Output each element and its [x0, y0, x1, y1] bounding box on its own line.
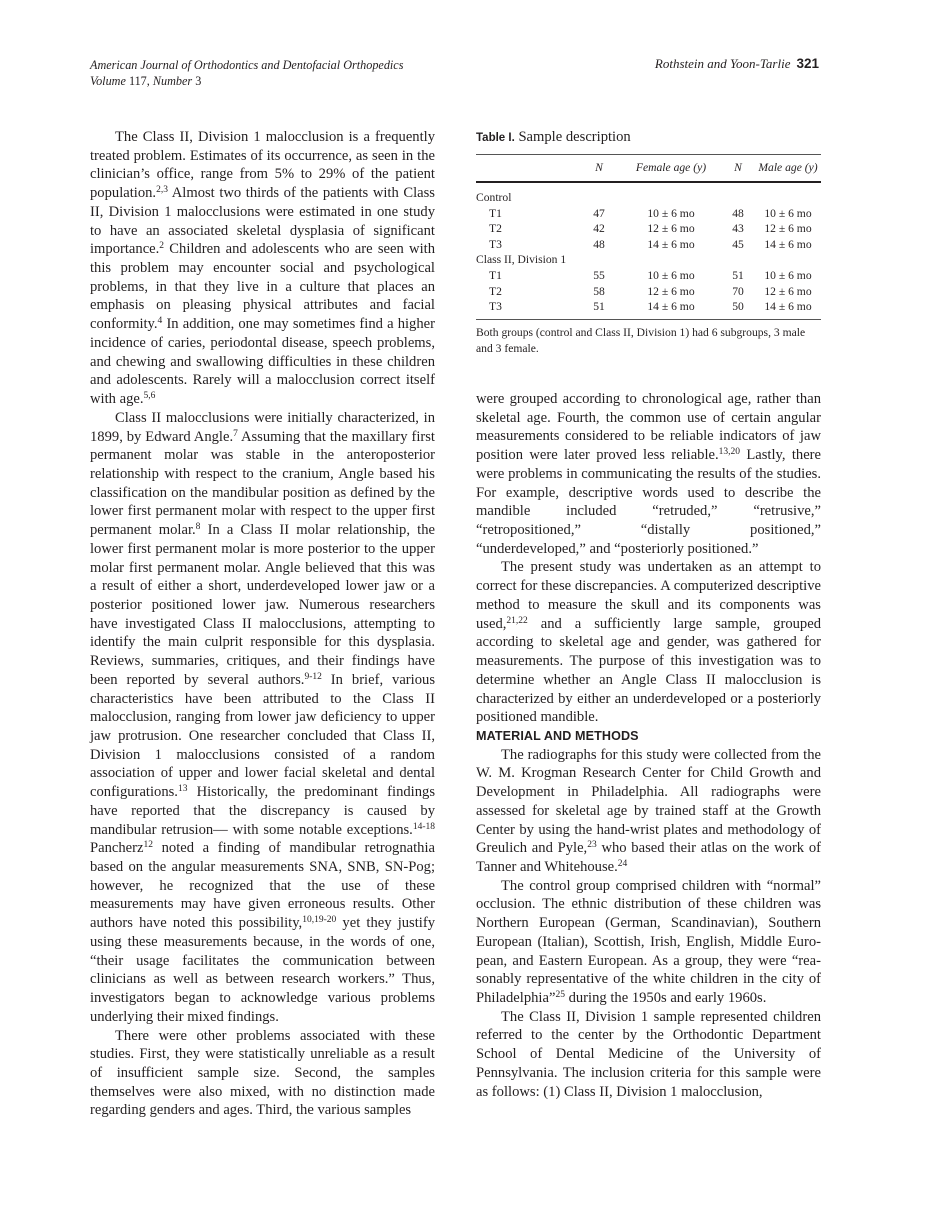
cell-n-male: 50 — [721, 299, 755, 319]
volume-number: 117 — [128, 74, 147, 88]
table-row — [476, 206, 821, 222]
text-run: Pancherz — [90, 840, 144, 857]
cell-n-male: 48 — [732, 206, 744, 220]
citation: 9-12 — [304, 671, 322, 682]
column-header-female-age: Female age (y) — [621, 155, 721, 183]
page-number: 321 — [796, 56, 819, 71]
citation: 21,22 — [506, 615, 528, 626]
text-run: In brief, various characteristics have been attributed to the Class II malocclusion, ranging from lower jaw deficiency to upper jaw protrusion. One researcher concluded that Class II, Division 1 malocclusions consisted of a random association of upper and lower facial skeletal and dental configurations. — [90, 671, 435, 801]
cell-female-age: 14 ± 6 mo — [621, 299, 721, 319]
text-run: In a Class II molar relationship, the lower first permanent molar is more posterior to the upper molar first permanent molar. Angle believed that this was a result of either a short, underdeveloped lower jaw or a posterior positioned lower jaw. Numerous researchers have investigated Class II malocclusions, attempting to identify the main culprit responsible for this dysplasia. Reviews, summaries, critiques, and their findings have been reported by several authors. — [90, 522, 436, 688]
column-header-male-age: Male age (y) — [755, 155, 821, 183]
column-header-n-female: N — [577, 155, 621, 183]
table-row — [476, 284, 821, 300]
citation: 10,19-20 — [302, 915, 337, 926]
cell-n-male: 70 — [732, 284, 744, 298]
paragraph-class-ii-sample — [476, 1008, 821, 1102]
cell-female-age: 12 ± 6 mo — [647, 222, 695, 236]
running-head-authors — [655, 55, 819, 73]
paragraph-intro — [90, 128, 435, 409]
table-caption — [476, 128, 821, 147]
text-run: Lastly, there were problems in communicating the results of the studies. For example, descriptive words used to describe the mandible included “retruded,” “retrusive,” “retropositioned,” “distally positioned,” “underdeveloped,” and “posteriorly positioned.” — [476, 447, 822, 557]
group-row — [476, 252, 821, 268]
table-footnote: Both groups (control and Class II, Division 1) had 6 subgroups, 3 male and 3 female. — [476, 325, 806, 355]
paragraph-history — [90, 409, 435, 1027]
table-row — [476, 221, 821, 237]
paragraph-control-group — [476, 877, 821, 1008]
text-run: The Class II, Division 1 malocclusion is a frequently treated problem. Estimates of its occurrence, as seen in the clinician’s office, range from 5% to 29% of the patient population. — [90, 129, 435, 202]
citation: 14-18 — [412, 821, 435, 832]
cell-female-age: 10 ± 6 mo — [647, 206, 695, 220]
cell-n-female: 47 — [593, 206, 605, 220]
citation: 13 — [177, 784, 188, 795]
group-row — [476, 182, 821, 206]
authors: Rothstein and Yoon-Tarlie — [654, 56, 791, 71]
text-run: who based their atlas on the work of Tanner and Whitehouse. — [476, 840, 821, 875]
cell-n-male: 51 — [732, 268, 744, 282]
table-title: Sample description — [518, 129, 631, 145]
citation: 12 — [143, 840, 153, 851]
data-table — [476, 154, 821, 320]
paragraph-radiographs — [476, 746, 821, 877]
issue-number: 3 — [195, 74, 202, 88]
text-run: Assuming that the maxillary first permanent molar was stable in the anteroposterior relationship with respect to the cranium, Angle based his classification on the mandibular position as defined by the lower first permanent molar with respect to the upper first permanent molar. — [90, 428, 435, 539]
cell-n-female: 48 — [593, 237, 605, 251]
right-column — [476, 390, 821, 1101]
citation: 7 — [233, 428, 238, 439]
citation: 4 — [157, 316, 163, 327]
issue-label: Number — [152, 74, 193, 88]
cell-n-male: 43 — [732, 222, 744, 236]
text-run: Children and adolescents who are seen with this problem may encounter social and psychological problems, in that they live in a culture that places an emphasis on pleasing physical attributes and facial conformity. — [90, 241, 435, 333]
column-header — [476, 155, 577, 183]
cell-male-age: 14 ± 6 mo — [764, 237, 812, 251]
volume-label: Volume — [90, 74, 126, 88]
cell-male-age: 12 ± 6 mo — [764, 222, 812, 236]
cell-label: T3 — [489, 237, 502, 251]
cell-label: T2 — [489, 222, 502, 236]
group-label: Class II, Division 1 — [476, 253, 567, 267]
text-run: In addition, one may sometimes find a higher incidence of caries, periodontal disease, speech problems, and chewing and swallowing difficulties in these children and adolescents. Rarely will a malocclusion correct itself with age. — [90, 316, 435, 408]
cell-n-female: 55 — [593, 268, 605, 282]
text-run: Almost two thirds of the patients with Class II, Division 1 malocclusions were estimated in one study to have an associated skeletal dysplasia of significant importance. — [90, 185, 435, 258]
cell-male-age: 10 ± 6 mo — [764, 268, 812, 282]
cell-n-female: 42 — [593, 222, 605, 236]
text-run: Class II malocclusions were initially characterized, in 1899, by Edward Angle. — [90, 409, 435, 445]
cell-label: T1 — [489, 268, 502, 282]
text-run: and a sufficiently large sample, grouped according to skeletal age and gender, was gathered for measurements. The purpose of this investigation was to determine whether an Angle Class II malocclusion is characterized by either an underdeveloped or a posteriorly positioned mandible. — [476, 615, 821, 726]
paragraph-present-study — [476, 558, 821, 726]
text-run: The Class II, Division 1 sample represented children referred to the center by the Orthodontic Department School of Dental Medicine of the University of Pennsylvania. The inclusion criteria for this sample were as follows: (1) Class II, Division 1 malocclusion, — [476, 1008, 821, 1100]
citation: 5,6 — [143, 391, 156, 402]
citation: 24 — [617, 858, 628, 869]
section-heading-material-methods: MATERIAL AND METHODS — [476, 728, 639, 743]
left-column — [90, 128, 435, 1120]
cell-female-age: 10 ± 6 mo — [647, 268, 695, 282]
paragraph-problems-continued — [476, 390, 821, 558]
cell-label: T2 — [489, 284, 502, 298]
citation: 2 — [159, 241, 165, 252]
text-run: noted a finding of mandibular retrognathia based on the angular measurements SNA, SNB, SN-Pog; however, he recognized that the use of these measurements may have given erroneous results. Other authors have noted this possibility, — [90, 840, 435, 932]
text-run: during the 1950s and early 1960s. — [564, 990, 767, 1006]
citation: 23 — [587, 840, 597, 851]
text-run: yet they justify using these measurements because, in the words of one, “their usage facilitates the communication between clinicians as well as between research workers.” Thus, investigators began to acknowledge various problems underlying their mixed findings. — [90, 915, 435, 1025]
table-header-row — [476, 155, 821, 183]
cell-label: T1 — [489, 206, 502, 220]
table-row — [476, 299, 821, 319]
table-label: Table I. — [476, 132, 515, 144]
citation: 13,20 — [718, 447, 741, 458]
cell-n-male: 45 — [732, 237, 744, 251]
journal-title: American Journal of Orthodontics and Dentofacial Orthopedics — [90, 58, 404, 72]
citation: 2,3 — [156, 185, 168, 196]
text-run: The radiographs for this study were collected from the W. M. Krogman Research Center for Child Growth and Development in Philadelphia. All radiographs were assessed for skeletal age by trained staff at the Growth Center by using the hand-wrist plates and methodology of Greulich and Pyle, — [476, 746, 821, 857]
text-run: The present study was undertaken as an attempt to correct for these discrepancies. A computerized descriptive method to measure the skull and its components was used, — [476, 559, 821, 632]
volume-issue: Volume 117, Number 3 — [90, 74, 202, 88]
text-run: Historically, the predominant findings have reported that the discrepancy is caused by mandibular retrusion— with some notable exceptions. — [90, 784, 435, 838]
paragraph-problems — [90, 1027, 435, 1121]
table-row — [476, 268, 821, 284]
text-run: were grouped according to chronological age, rather than skeletal age. Fourth, the common use of certain angular measurements considered to be reliable indicators of jaw position were later proved less reliable. — [476, 391, 821, 464]
cell-male-age: 10 ± 6 mo — [764, 206, 812, 220]
text-run: There were other problems associated with these studies. First, they were statistically unreliable as a result of insufficient sample size. Second, the samples themselves were also mixed, with no distinction made regarding genders and ages. Third, the various samples — [90, 1027, 435, 1119]
cell-female-age: 14 ± 6 mo — [647, 237, 695, 251]
cell-n-female: 58 — [593, 284, 605, 298]
cell-male-age: 12 ± 6 mo — [764, 284, 812, 298]
table-row — [476, 237, 821, 253]
text-run: The control group comprised children with “normal” occlusion. The ethnic distribution of these children was Northern European (German, Scandinavian), Southern European (Italian), Scottish, Irish, English, Middle European, and Eastern European. As a group, they were “reasonably representative of the white children in the city of Philadelphia” — [476, 877, 821, 1006]
cell-female-age: 12 ± 6 mo — [647, 284, 695, 298]
citation: 25 — [555, 990, 565, 1000]
cell-label: T3 — [476, 299, 577, 319]
citation: 8 — [195, 522, 201, 533]
table-sample-description — [476, 128, 821, 356]
group-label: Control — [476, 191, 512, 204]
running-head-journal — [90, 57, 403, 89]
column-header-n-male: N — [721, 155, 755, 183]
cell-n-female: 51 — [577, 299, 621, 319]
cell-male-age: 14 ± 6 mo — [755, 299, 821, 319]
